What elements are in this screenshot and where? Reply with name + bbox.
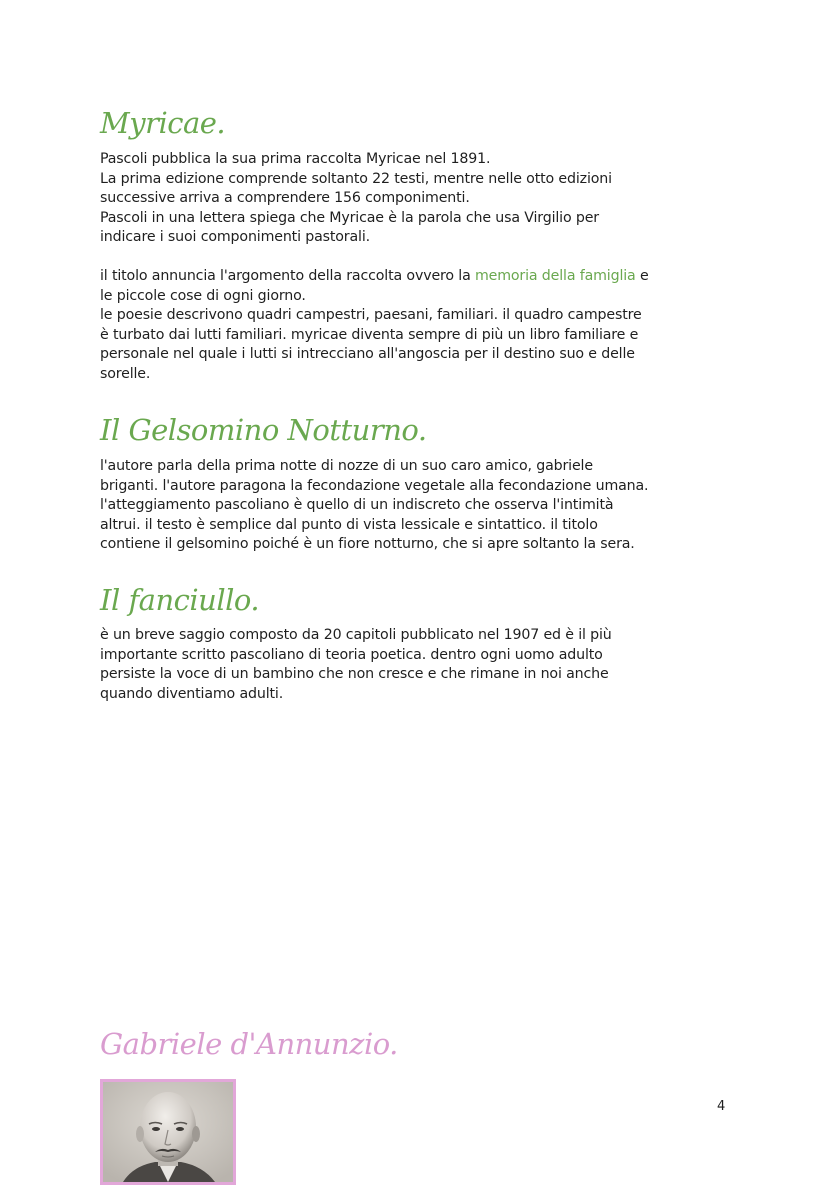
- portrait-image: [103, 1082, 233, 1182]
- page-number: 4: [717, 1099, 726, 1114]
- section-title-myricae: Myricae.: [100, 106, 226, 140]
- text-line: altrui. il testo è semplice dal punto di vista lessicale e sintattico. il titolo: [100, 516, 598, 533]
- text-line: persiste la voce di un bambino che non cresce e che rimane in noi anche: [100, 666, 609, 683]
- text-line: è un breve saggio composto da 20 capitoli pubblicato nel 1907 ed è il più: [100, 627, 612, 643]
- text-line: Pascoli in una lettera spiega che Myricae è la parola che usa Virgilio per: [100, 209, 599, 226]
- text-line: successive arriva a comprendere 156 componimenti.: [100, 190, 470, 207]
- text-line: l'autore parla della prima notte di nozze di un suo caro amico, gabriele: [100, 458, 593, 474]
- text-line: briganti. l'autore paragona la fecondazione vegetale alla fecondazione umana.: [100, 477, 649, 494]
- text-line: Pascoli pubblica la sua prima raccolta Myricae nel 1891.: [100, 151, 491, 167]
- paragraph-il-fanciullo: [100, 626, 740, 704]
- text-fragment: e: [635, 268, 649, 284]
- highlighted-phrase: memoria della famiglia: [474, 268, 636, 284]
- text-line: sorelle.: [100, 365, 151, 382]
- text-line: contiene il gelsomino poiché è un fiore notturno, che si apre soltanto la sera.: [100, 536, 635, 553]
- section-title-gelsomino-notturno: Il Gelsomino Notturno.: [100, 413, 427, 447]
- text-line: quando diventiamo adulti.: [100, 685, 284, 702]
- text-line: [100, 267, 740, 287]
- text-line: l'atteggiamento pascoliano è quello di un indiscreto che osserva l'intimità: [100, 497, 614, 514]
- section-title-dannunzio: Gabriele d'Annunzio.: [100, 1027, 398, 1061]
- text-line: importante scritto pascoliano di teoria poetica. dentro ogni uomo adulto: [100, 646, 603, 663]
- portrait-photo: [100, 1079, 236, 1185]
- section-title-il-fanciullo: Il fanciullo.: [100, 583, 260, 617]
- text-line: La prima edizione comprende soltanto 22 testi, mentre nelle otto edizioni: [100, 170, 612, 187]
- paragraph-myricae-intro: [100, 150, 740, 248]
- text-line: le piccole cose di ogni giorno.: [100, 287, 306, 304]
- text-line: le poesie descrivono quadri campestri, paesani, familiari. il quadro campestre: [100, 307, 642, 324]
- text-line: personale nel quale i lutti si intrecciano all'angoscia per il destino suo e delle: [100, 346, 635, 363]
- text-line: indicare i suoi componimenti pastorali.: [100, 229, 370, 246]
- text-fragment: il titolo annuncia l'argomento della raccolta ovvero la: [100, 268, 475, 284]
- paragraph-gelsomino-notturno: [100, 457, 740, 555]
- text-line: è turbato dai lutti familiari. myricae diventa sempre di più un libro familiare e: [100, 326, 639, 343]
- paragraph-myricae-theme: [100, 267, 740, 385]
